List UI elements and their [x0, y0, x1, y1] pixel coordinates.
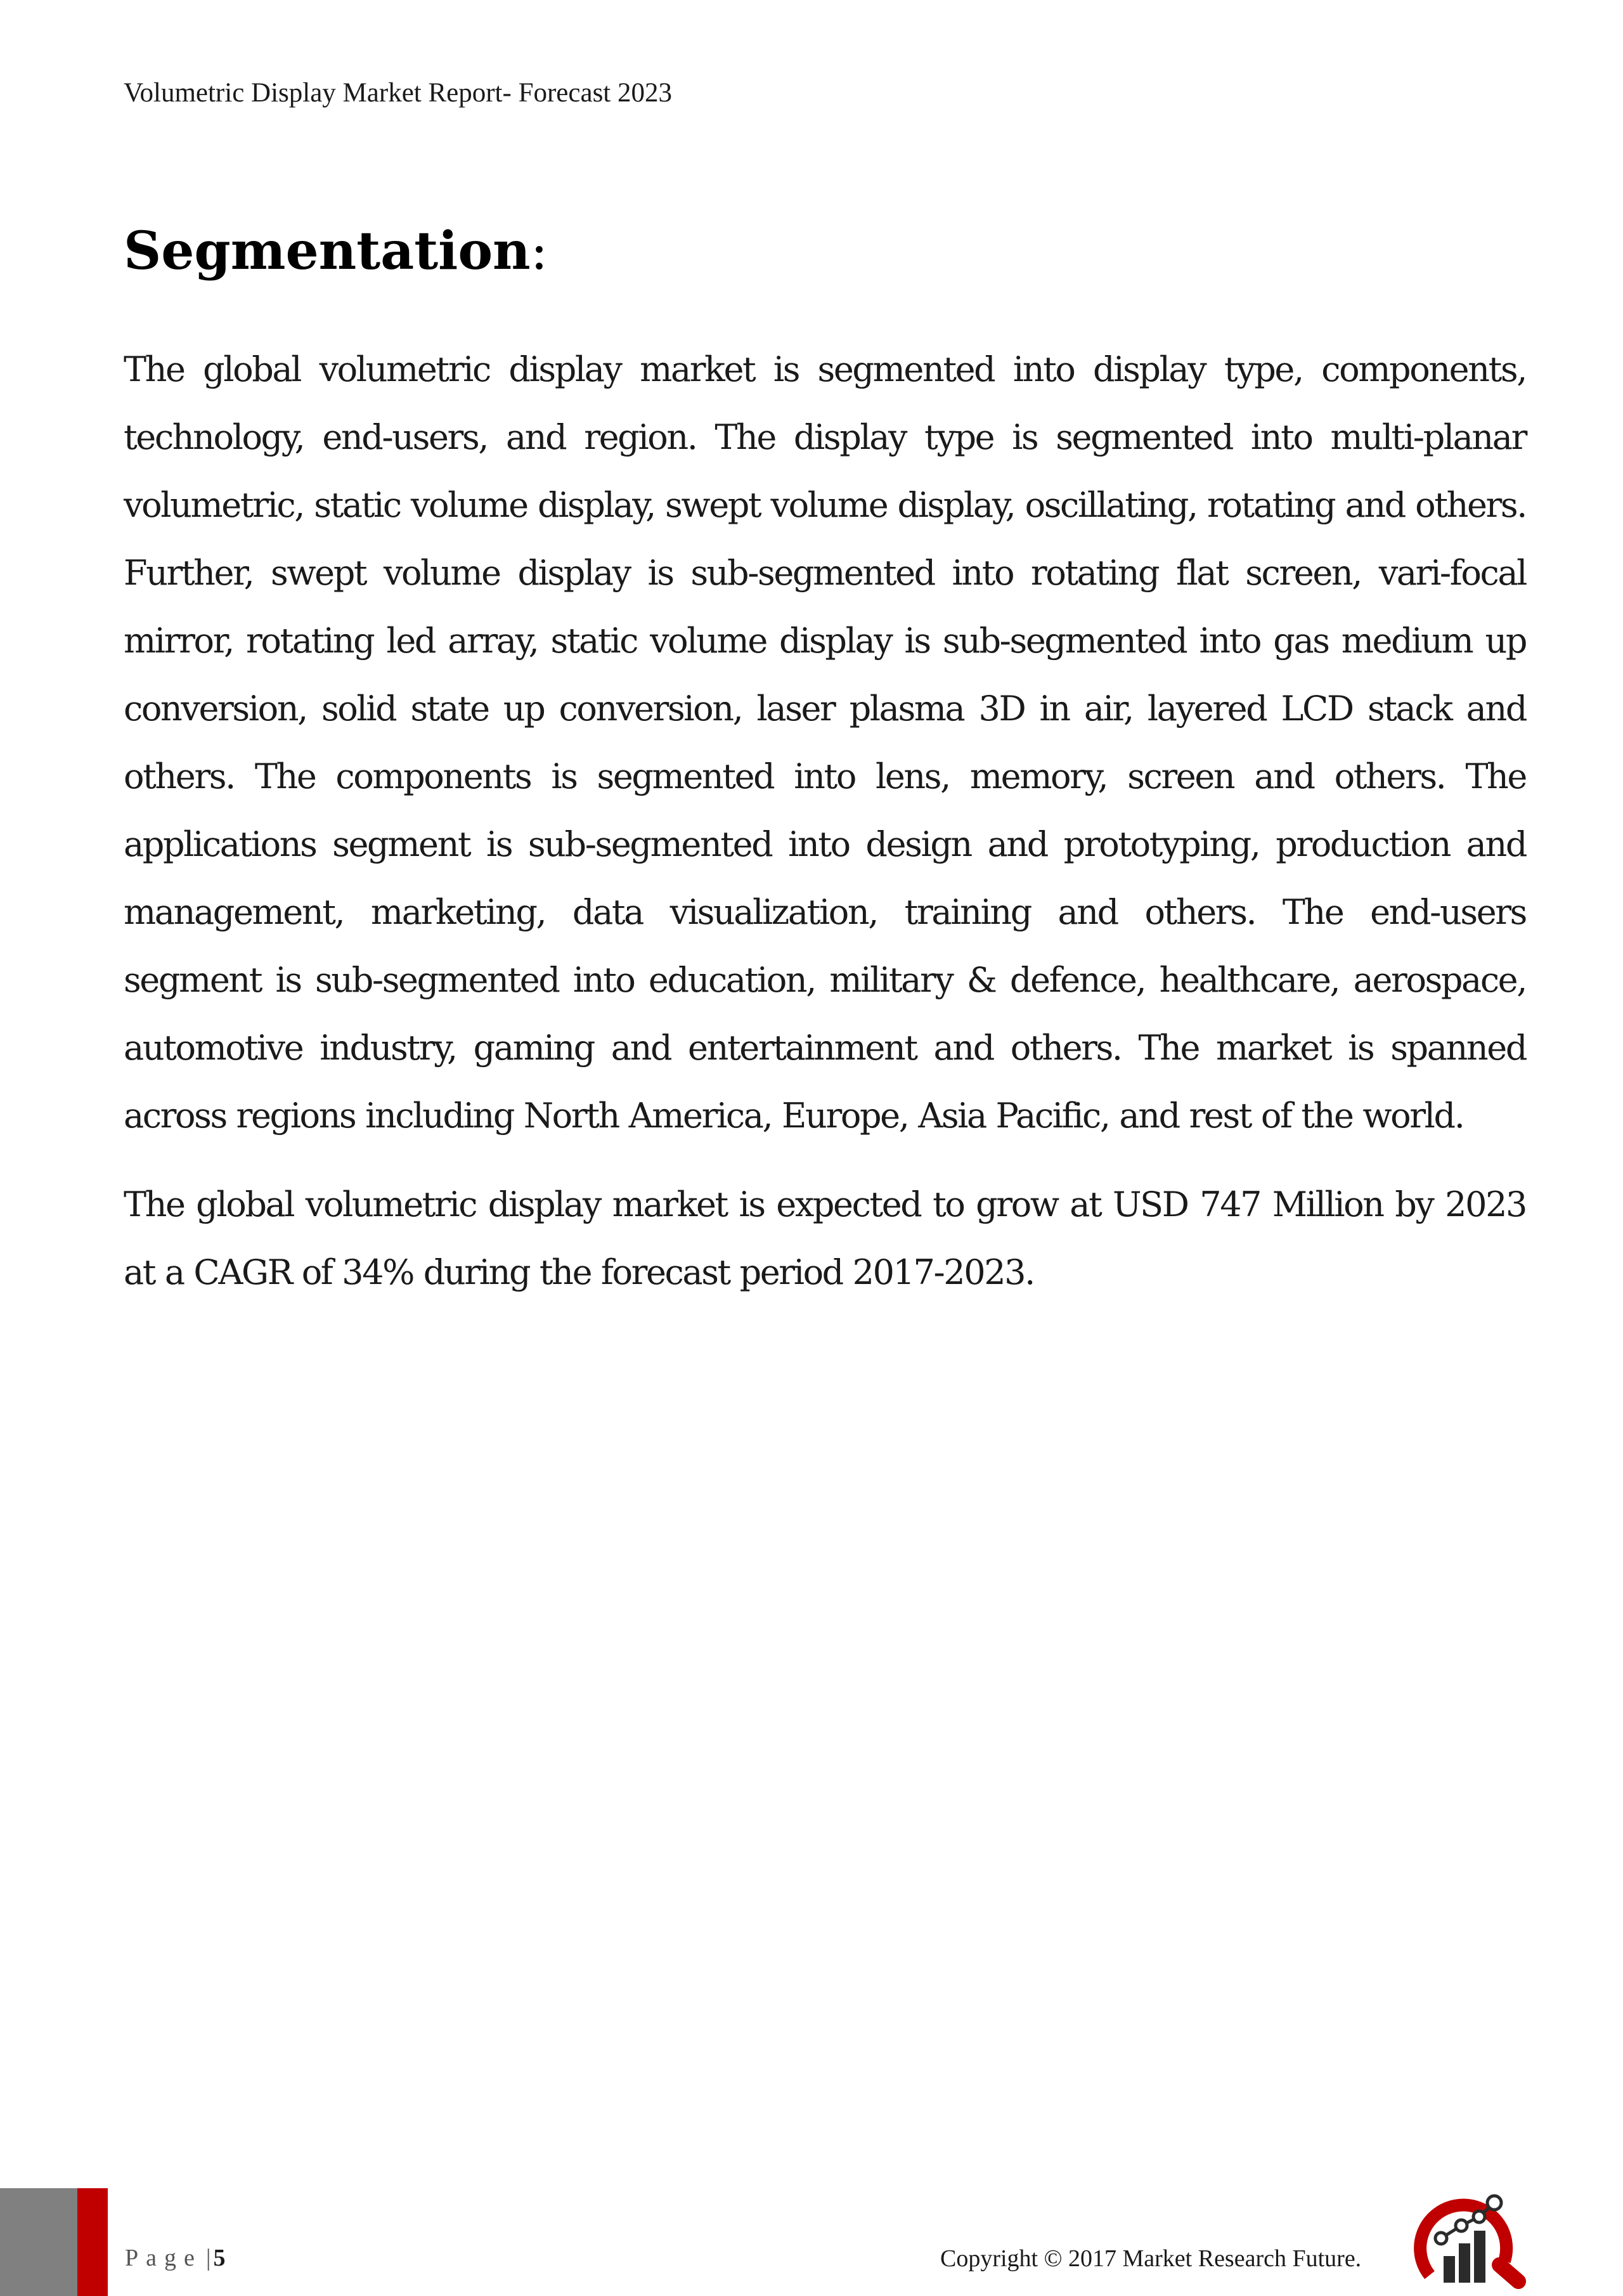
running-header: Volumetric Display Market Report- Forecast 2023 [124, 78, 672, 108]
page-number [125, 2244, 225, 2272]
page-separator: | [205, 2245, 211, 2271]
section-heading-text: Segmentation [124, 221, 531, 282]
footer-red-bar [77, 2188, 108, 2296]
section-heading-colon: : [530, 221, 548, 282]
copyright-notice: Copyright © 2017 Market Research Future. [940, 2245, 1362, 2272]
body-paragraph-segmentation: The global volumetric display market is segmented into display type, components, technology, end-users, and region. The display type is segmented into multi-planar volumetric, static volume display, swept volume display, oscillating, rotating and others. Further, swept volume display is sub-segmented into rotating flat screen, vari-focal mirror, rotating led array, static volume display is sub-segmented into gas medium up conversion, solid state up conversion, laser plasma 3D in air, layered LCD stack and others. The components is segmented into lens, memory, screen and others. The applications segment is sub-segmented into design and prototyping, production and management, marketing, data visualization, training and others. The end-users segment is sub-segmented into education, military & defence, healthcare, aerospace, automotive industry, gaming and entertainment and others. The market is spanned across regions including North America, Europe, Asia Pacific, and rest of the world. [124, 349, 1526, 1136]
page-number-value: 5 [213, 2245, 226, 2271]
body-paragraph-market-forecast: The global volumetric display market is expected to grow at USD 747 Million by 2023 at a CAGR of 34% during the forecast period 2017-2023. [124, 1184, 1526, 1292]
market-research-future-logo-icon [1404, 2186, 1531, 2294]
section-heading [124, 221, 548, 282]
page-label: Page [125, 2245, 202, 2271]
footer-gray-bar [0, 2188, 77, 2296]
